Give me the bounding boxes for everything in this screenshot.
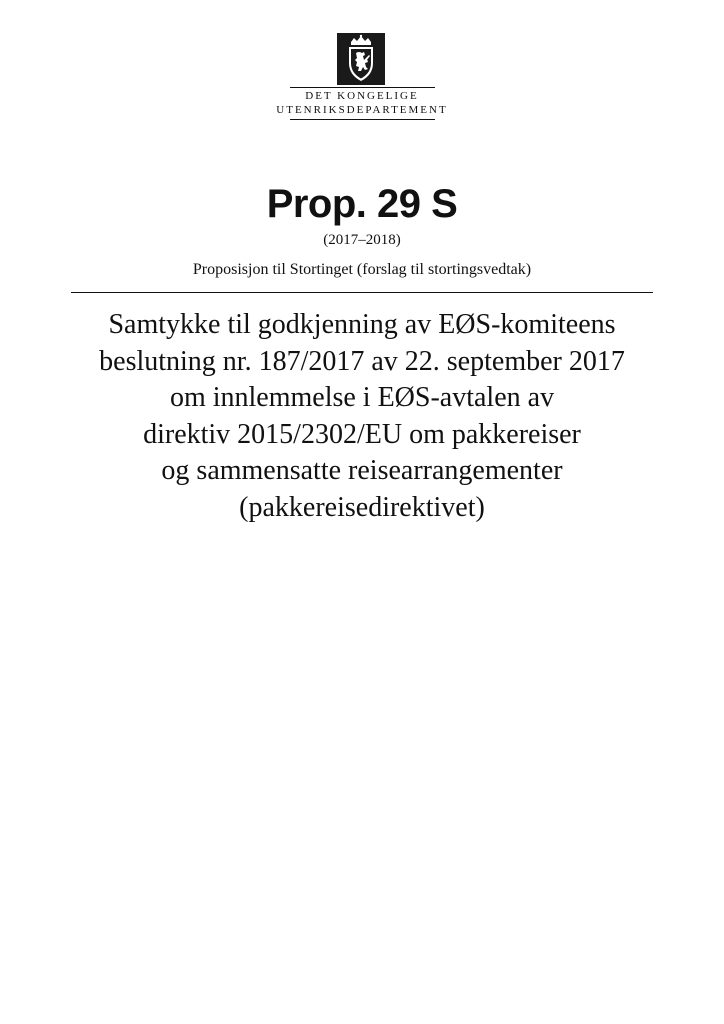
title-line: om innlemmelse i EØS-avtalen av: [169, 382, 555, 413]
title-line: direktiv 2015/2302/EU om pakkereiser: [143, 418, 581, 450]
title-line: og sammensatte reisearrangementer: [161, 455, 563, 486]
title-line: (pakkereisedirektivet): [239, 491, 485, 523]
department-name-line1: DET KONGELIGE: [305, 90, 419, 102]
proposition-subtitle: Proposisjon til Stortinget (forslag til stortingsvedtak): [192, 261, 532, 278]
title-line: Samtykke til godkjenning av EØS-komiteens: [108, 309, 616, 340]
norwegian-coat-of-arms-icon: [337, 33, 385, 85]
proposition-number: Prop. 29 S: [266, 182, 458, 226]
department-rule-top: [290, 87, 435, 88]
document-title: [40, 307, 684, 526]
title-divider: [71, 292, 653, 293]
title-line: beslutning nr. 187/2017 av 22. september 2017: [99, 345, 625, 377]
session-years: (2017–2018): [323, 232, 401, 248]
department-name-line2: UTENRIKSDEPARTEMENT: [276, 104, 448, 116]
department-rule-bottom: [290, 119, 435, 120]
